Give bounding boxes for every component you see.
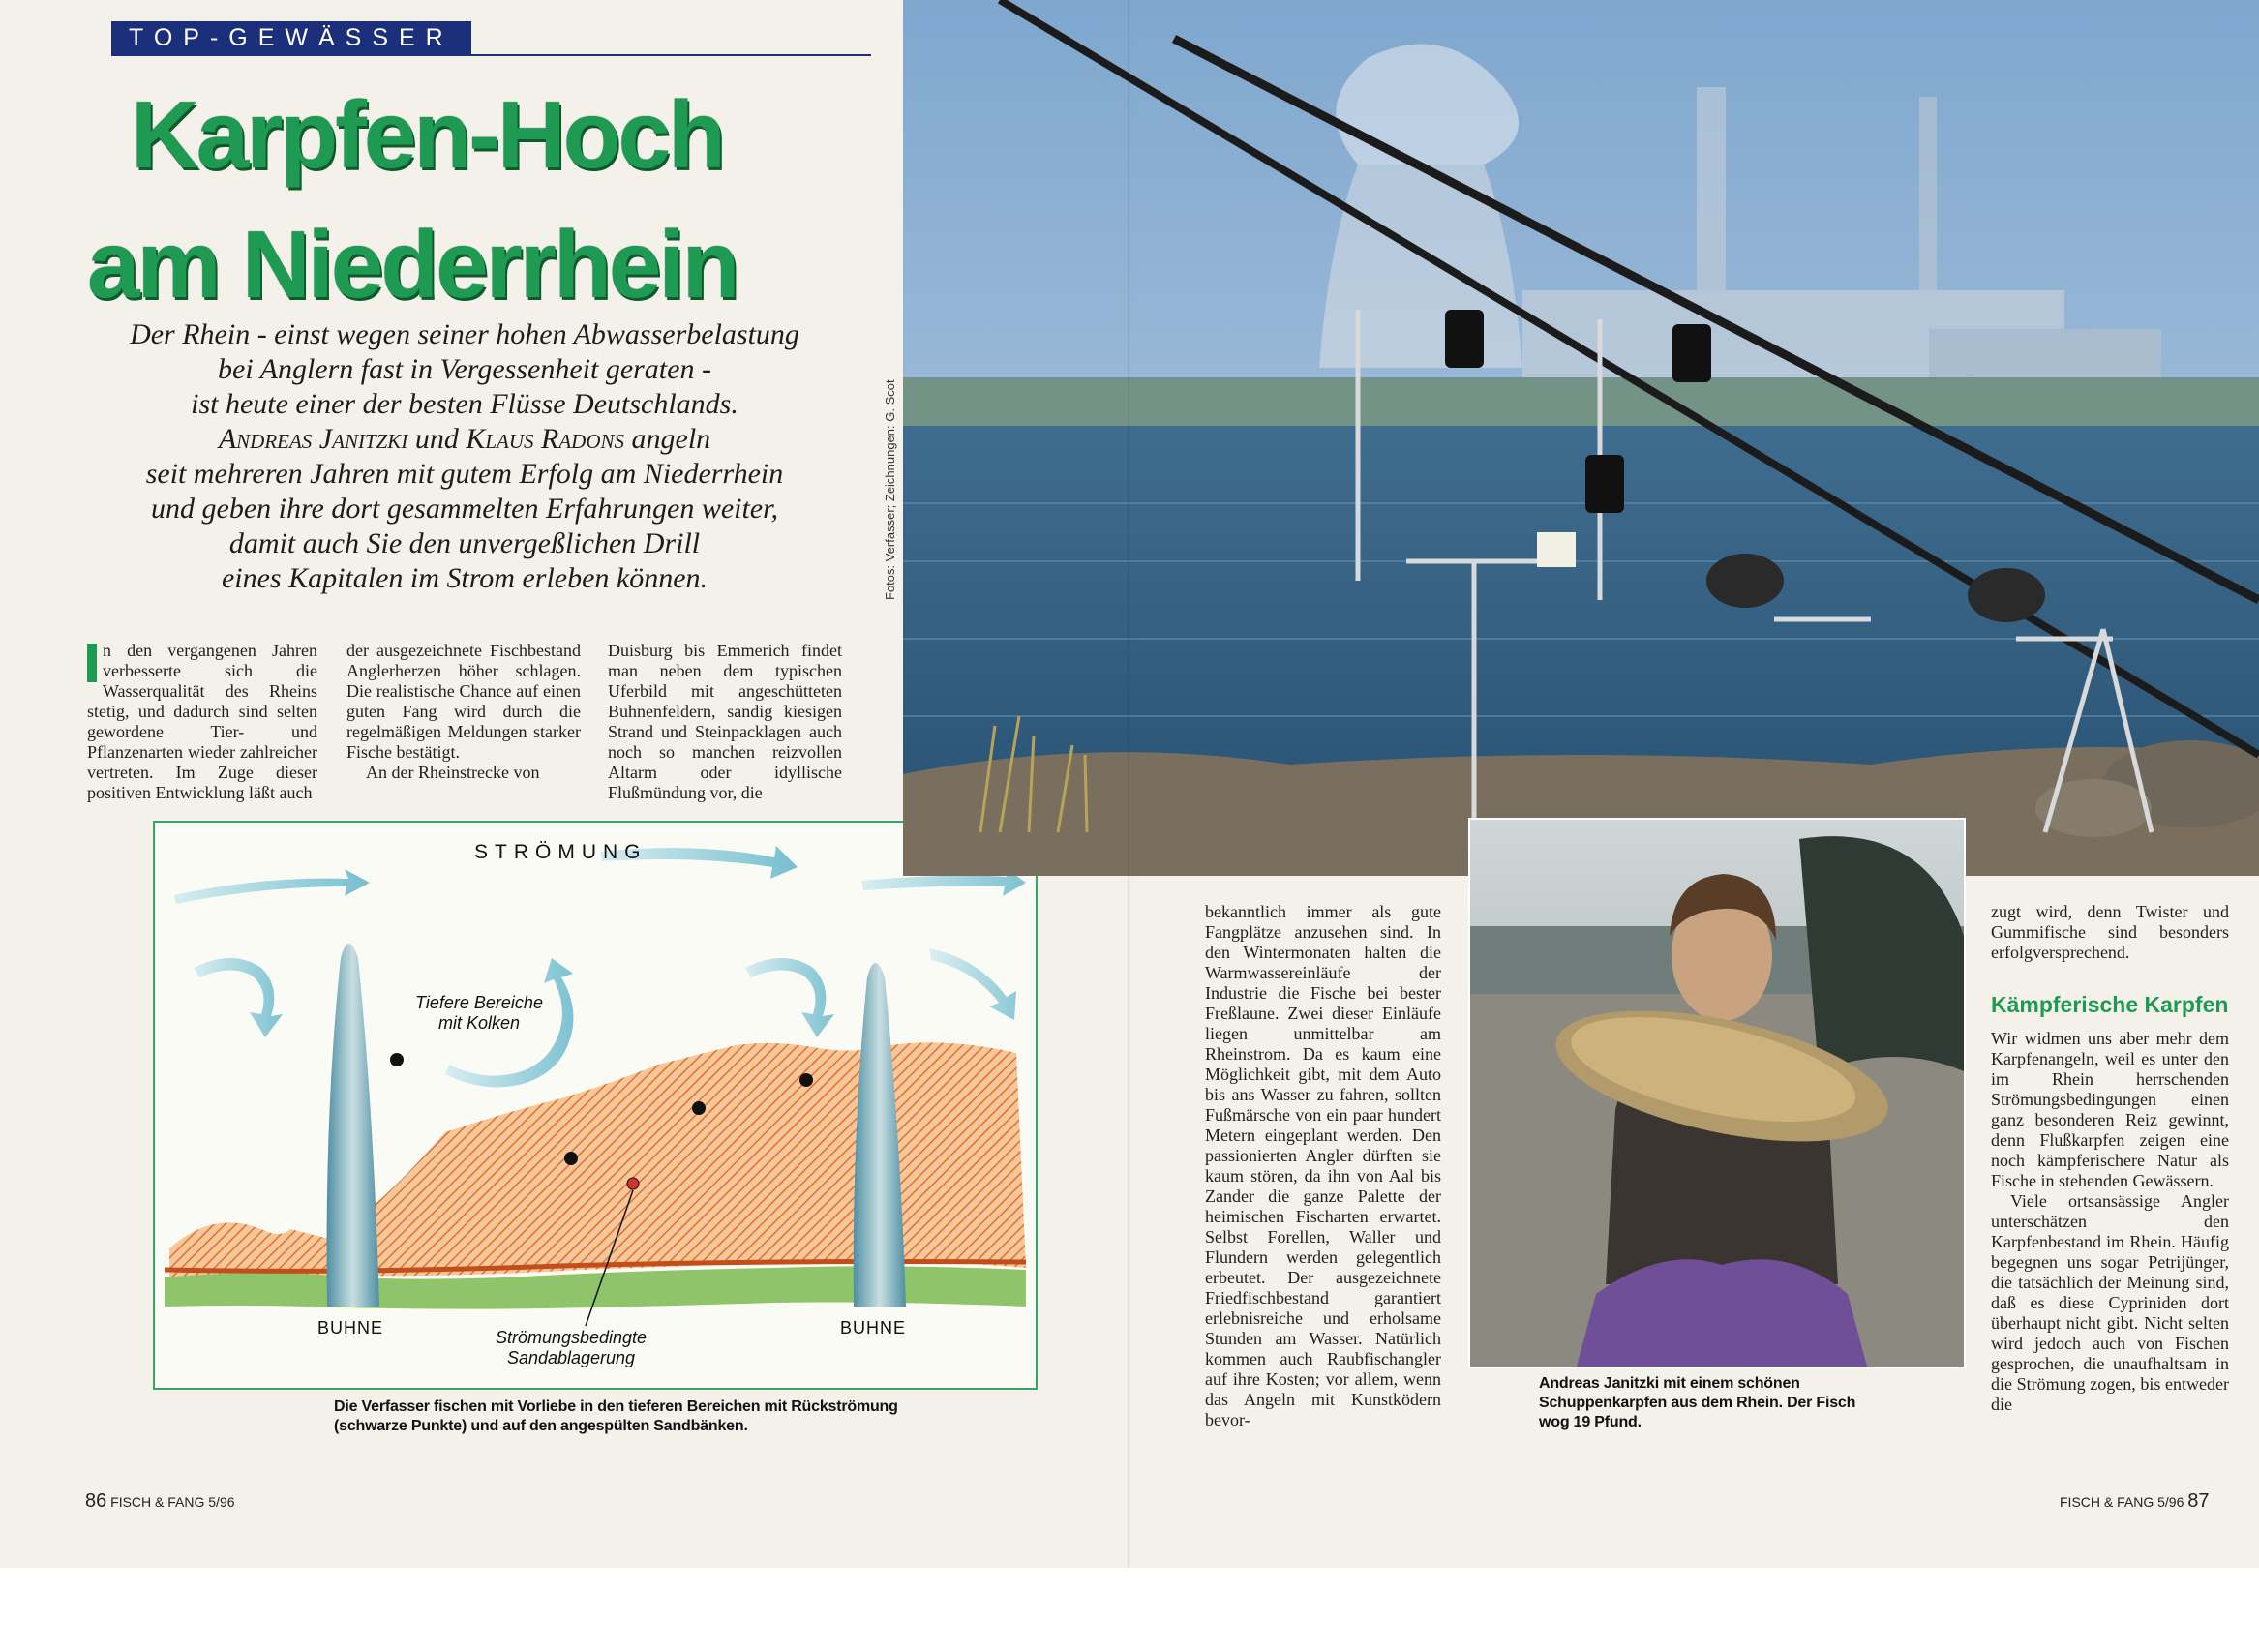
body-column-3 — [608, 641, 842, 803]
section-tag: TOP-GEWÄSSER — [111, 21, 471, 54]
page-number: 87 — [2187, 1490, 2210, 1512]
hero-photo-drawing — [903, 0, 2259, 876]
diagram-label-groyne-right: BUHNE — [840, 1318, 907, 1337]
magazine-issue: FISCH & FANG 5/96 — [110, 1494, 235, 1510]
author-name: Klaus Radons — [466, 423, 624, 455]
diagram-caption: Die Verfasser fischen mit Vorliebe in den tieferen Bereichen mit Rückströmung (schwarze Punkte) und auf den angespülten Sandbänken. — [334, 1398, 898, 1434]
photo-credit: Fotos: Verfasser; Zeichnungen: G. Scot — [883, 379, 897, 600]
intro-line: angeln — [624, 423, 711, 455]
marker-dot — [390, 1053, 404, 1066]
body-text: Duisburg bis Emmerich findet man neben dem typischen Uferbild mit angeschütteten Buhnenfeldern, sandig kiesigen Strand und Steinpacklagen auch noch so manchen reizvollen Altarm oder idyllische Flußmündung vor, die — [608, 641, 842, 802]
diagram-drawing — [155, 823, 1036, 1388]
folio-left — [85, 1490, 235, 1513]
page-number: 86 — [85, 1490, 107, 1512]
body-column-1 — [87, 641, 317, 803]
marker-dot — [799, 1073, 813, 1087]
diagram-label-sand — [465, 1328, 678, 1368]
folio-right — [2060, 1490, 2210, 1513]
diagram-label-deep — [397, 993, 561, 1034]
intro-line: seit mehreren Jahren mit gutem Erfolg am Niederrhein — [145, 458, 784, 490]
groyne-left — [327, 944, 379, 1307]
portrait-caption: Andreas Janitzki mit einem schönen Schuppenkarpfen aus dem Rhein. Der Fisch wog 19 Pfund. — [1539, 1375, 1856, 1430]
intro-line: ist heute einer der besten Flüsse Deutschlands. — [191, 388, 738, 420]
marker-dot-red — [627, 1178, 639, 1189]
intro-paragraph — [92, 317, 837, 596]
page-gutter — [1128, 0, 1131, 1568]
intro-line: Der Rhein - einst wegen seiner hohen Abwasserbelastung — [130, 318, 799, 350]
magazine-issue: FISCH & FANG 5/96 — [2060, 1494, 2184, 1510]
body-text: bekanntlich immer als gute Fangplätze anzusehen sind. In den Wintermonaten halten die Warmwassereinläufe der Industrie die Fische bei bester Freßlaune. Zwei dieser Einläufe liegen unmittelbar am Rheinstrom. Da es kaum eine Möglichkeit gibt, mit dem Auto bis ans Wasser zu fahren, sollten Fußmärsche von ein paar hundert Metern eingeplant werden. Den passionierten Angler dürften sie kaum stören, da ihn von Aal bis Zander die ganze Palette der heimischen Fischarten erwartet. Selbst Forellen, Waller und Flundern werden gelegentlich erbeutet. Der ausgezeichnete Friedfischbestand garantiert erlebnisreiche und erholsame Stunden am Wasser. Natürlich kommen auch Raubfischangler auf ihre Kosten; vor allem, wenn das Angeln mit Kunstködern bevor- — [1205, 902, 1441, 1429]
body-text: n den vergangenen Jahren verbesserte sich die Wasserqualität des Rheins stetig, und dadurch sind selten gewordene Tier- und Pflanzenarten wieder zahlreicher vertreten. Im Zuge dieser positiven Entwicklung läßt auch — [87, 641, 317, 802]
body-text: Viele ortsansässige Angler unterschätzen den Karpfenbestand im Rhein. Häufig begegnen uns sogar Petrijünger, die tatsächlich der Meinung sind, daß es diese Cypriniden dort überhaupt nicht gibt. Nicht selten wird jedoch auch von Fischen gesprochen, die unaufhaltsam in die Strömung zogen, bis entweder die — [1991, 1191, 2229, 1414]
body-text: An der Rheinstrecke von — [366, 763, 540, 782]
intro-line: damit auch Sie den unvergeßlichen Drill — [228, 527, 701, 559]
section-rule — [111, 54, 871, 56]
groyne-current-diagram — [153, 821, 1038, 1390]
diagram-label-line: Sandablagerung — [506, 1348, 636, 1367]
intro-line: und geben ihre dort gesammelten Erfahrungen weiter, — [151, 493, 778, 525]
portrait-drawing — [1470, 820, 1964, 1367]
diagram-label-current: STRÖMUNG — [474, 841, 648, 863]
headline-line-2: am Niederrhein — [87, 211, 738, 317]
hero-photo-rods — [903, 0, 2259, 876]
diagram-label-groyne-left: BUHNE — [317, 1318, 384, 1337]
intro-line: eines Kapitalen im Strom erleben können. — [221, 562, 708, 594]
headline-line-1: Karpfen-Hoch — [131, 81, 723, 188]
marker-dot — [564, 1152, 578, 1165]
diagram-label-line: mit Kolken — [437, 1013, 521, 1033]
headline — [87, 70, 881, 329]
diagram-label-line: Strömungsbedingte — [495, 1328, 648, 1347]
diagram-label-line: Tiefere Bereiche — [415, 993, 543, 1012]
body-column-5 — [1991, 902, 2229, 1415]
angler-portrait-photo — [1468, 818, 1966, 1368]
body-text: der ausgezeichnete Fischbestand Anglerherzen höher schlagen. Die realistische Chance auf einen guten Fang wird durch die regelmäßigen Meldungen starker Fische bestätigt. — [346, 641, 581, 762]
body-text: zugt wird, denn Twister und Gummifische sind besonders erfolgversprechend. — [1991, 902, 2229, 962]
drop-cap-bar — [87, 644, 97, 682]
body-column-4 — [1205, 902, 1441, 1430]
author-name: Andreas Janitzki — [218, 423, 408, 455]
body-text: Wir widmen uns aber mehr dem Karpfenangeln, weil es unter den im Rhein herrschenden Strömungsbedingungen einen ganz besonderen Reiz gewinnt, denn Flußkarpfen zeigen eine noch kämpferischere Natur als Fische in stehenden Gewässern. — [1991, 1029, 2229, 1190]
intro-line: bei Anglern fast in Vergessenheit geraten - — [218, 353, 711, 385]
intro-line: und — [407, 423, 467, 455]
subheading: Kämpferische Karpfen — [1991, 992, 2229, 1017]
body-column-2 — [346, 641, 581, 783]
marker-dot — [692, 1101, 706, 1115]
